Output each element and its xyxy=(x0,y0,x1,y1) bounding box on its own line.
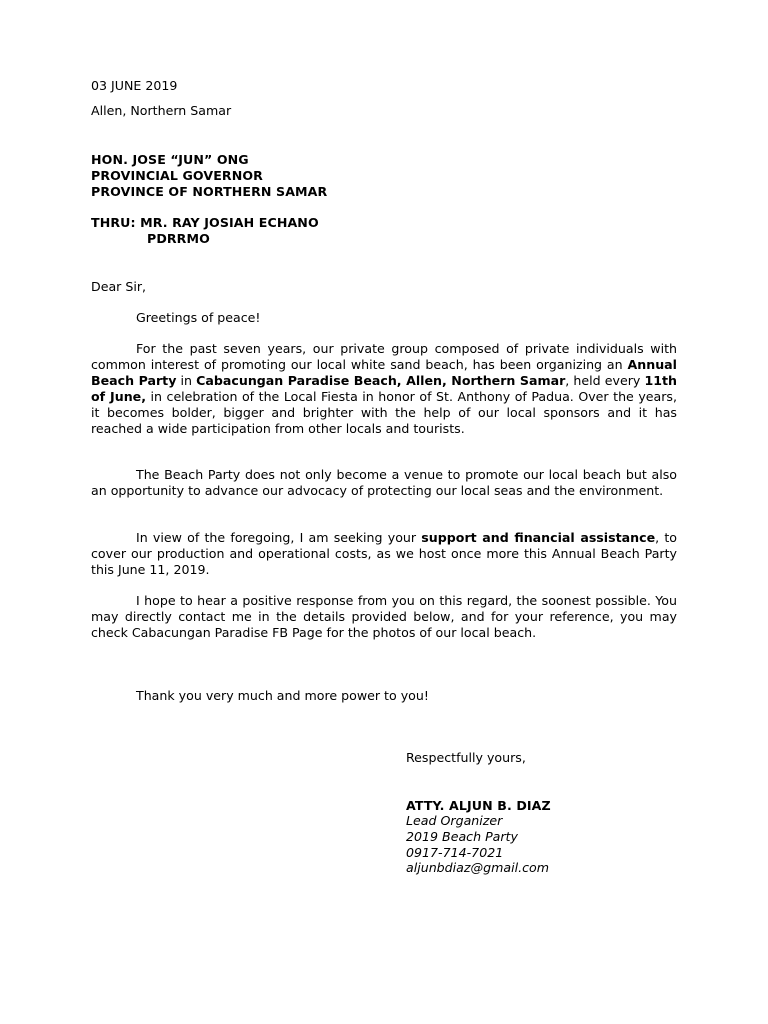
recipient-office: PROVINCE OF NORTHERN SAMAR xyxy=(91,184,328,199)
signatory-role: Lead Organizer xyxy=(406,813,503,828)
p3-text-1: In view of the foregoing, I am seeking your xyxy=(136,530,422,545)
p1-text-2: in xyxy=(176,373,197,388)
letter-date: 03 JUNE 2019 xyxy=(91,78,178,93)
body-paragraph-3 xyxy=(91,530,677,578)
p1-bold-venue: Cabacungan Paradise Beach, Allen, Northern Samar xyxy=(196,373,566,388)
p1-bold-date: 11th of June, xyxy=(91,373,677,404)
thru-office: PDRRMO xyxy=(147,231,210,246)
greeting: Greetings of peace! xyxy=(136,310,261,325)
recipient-title: PROVINCIAL GOVERNOR xyxy=(91,168,263,183)
p1-text-4: in celebration of the Local Fiesta in honor of St. Anthony of Padua. Over the years, it becomes bolder, bigger and brighter with the help of our local sponsors and it has reached a wide participation from other locals and tourists. xyxy=(91,389,677,436)
recipient-name: HON. JOSE “JUN” ONG xyxy=(91,152,249,167)
p1-text-1: For the past seven years, our private group composed of private individuals with common interest of promoting our local white sand beach, has been organizing an xyxy=(91,341,677,372)
signatory-phone: 0917-714-7021 xyxy=(406,845,504,860)
p3-text-2: , to cover our production and operational costs, as we host once more this Annual Beach Party this June 11, 2019. xyxy=(91,530,677,577)
closing: Respectfully yours, xyxy=(406,750,526,765)
p1-text-3: , held every xyxy=(565,373,645,388)
body-paragraph-4: I hope to hear a positive response from you on this regard, the soonest possible. You may directly contact me in the details provided below, and for your reference, you may check Cabacungan Paradise FB Page for the photos of our local beach. xyxy=(91,593,677,640)
thru-line: THRU: MR. RAY JOSIAH ECHANO xyxy=(91,215,319,230)
salutation: Dear Sir, xyxy=(91,279,147,294)
thanks-line: Thank you very much and more power to you! xyxy=(136,688,429,703)
p1-bold-event: Annual Beach Party xyxy=(91,357,677,388)
signatory-email: aljunbdiaz@gmail.com xyxy=(406,860,549,875)
body-paragraph-2: The Beach Party does not only become a venue to promote our local beach but also an opportunity to advance our advocacy of protecting our local seas and the environment. xyxy=(91,467,677,498)
body-paragraph-1 xyxy=(91,341,677,437)
p3-bold-request: support and financial assistance xyxy=(421,530,656,545)
signatory-event: 2019 Beach Party xyxy=(406,829,518,844)
letter-place: Allen, Northern Samar xyxy=(91,103,232,118)
signatory-name: ATTY. ALJUN B. DIAZ xyxy=(406,798,551,813)
